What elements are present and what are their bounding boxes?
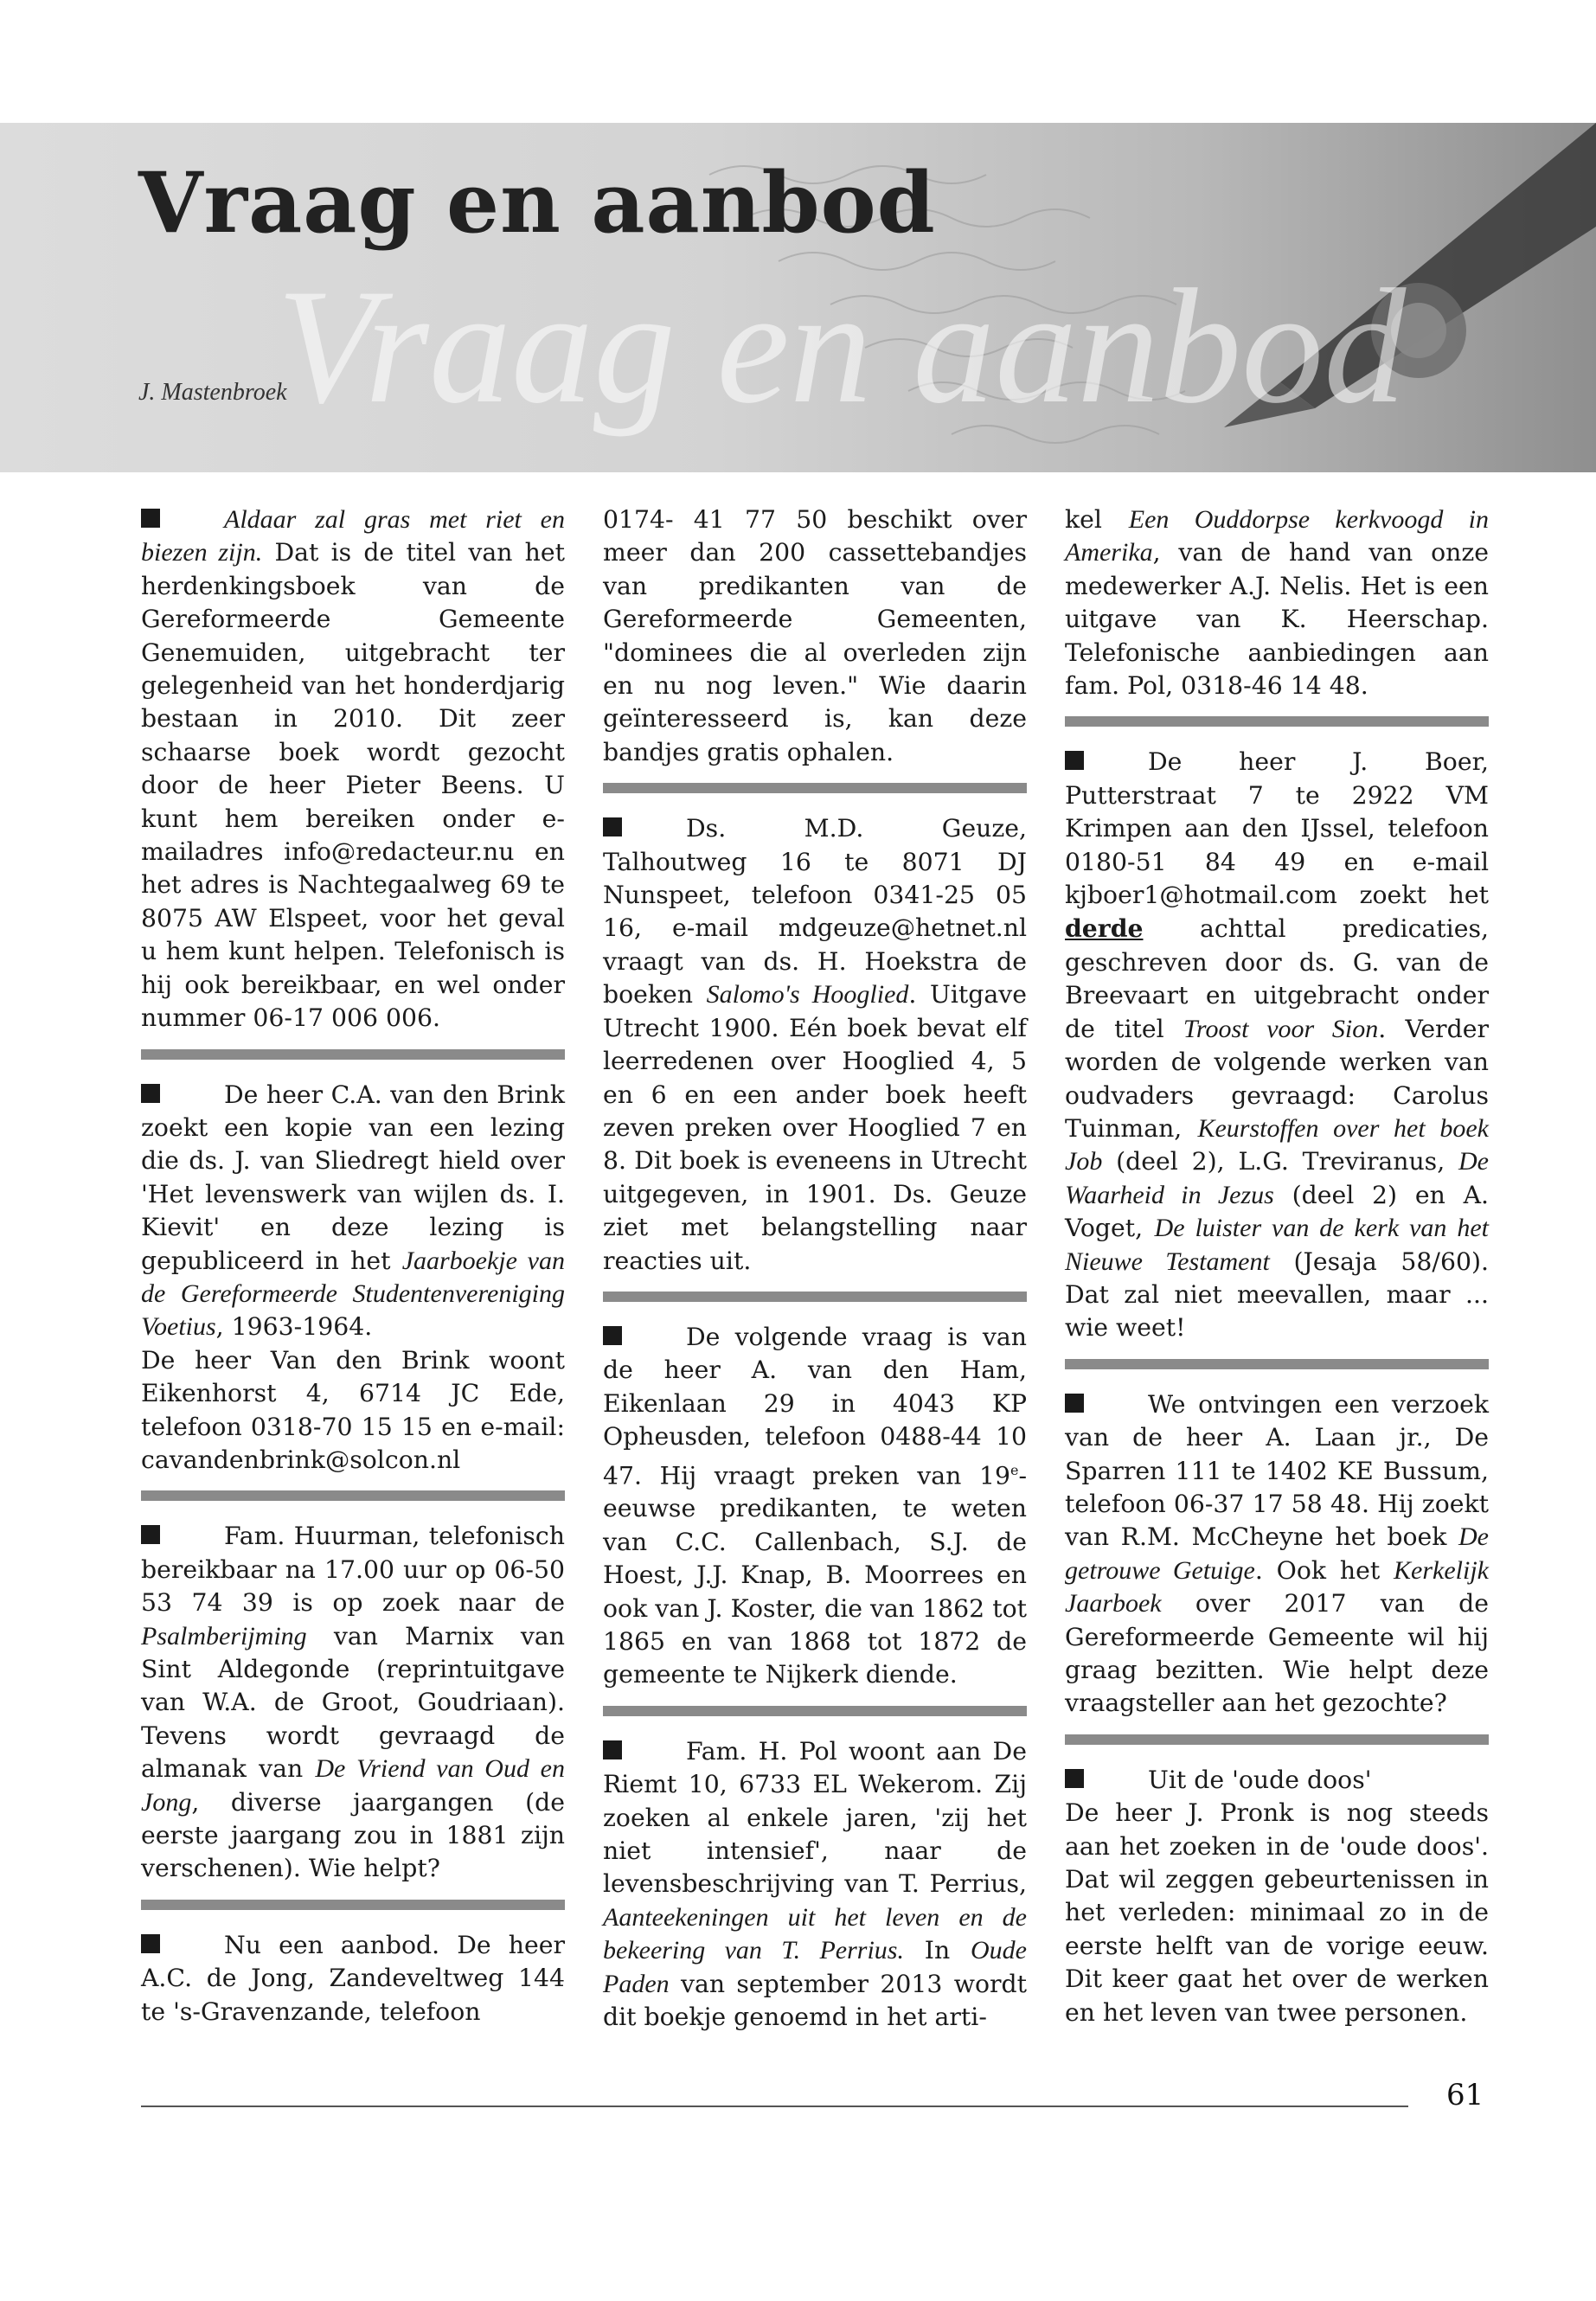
section-divider: [141, 1049, 565, 1060]
square-bullet-icon: [1065, 751, 1084, 770]
square-bullet-icon: [141, 1934, 160, 1953]
square-bullet-icon: [1065, 1769, 1084, 1788]
square-bullet-icon: [141, 1084, 160, 1103]
square-bullet-icon: [141, 509, 160, 528]
square-bullet-icon: [603, 817, 622, 836]
notice-de-jong-continued: 0174- 41 77 50 beschikt over meer dan 200 cassettebandjes van predikanten van de Gereformeerde Gemeenten, "dominees die al overleden zijn en nu nog leven." Wie daarin geïnteresseerd is, kan deze bandjes gratis ophalen.: [603, 505, 1027, 766]
square-bullet-icon: [1065, 1394, 1084, 1413]
notice-gras-met-riet: Aldaar zal gras met riet en biezen zijn. Dat is de titel van het herdenkingsboek van de Gereformeerde Gemeente Genemuiden, uitgebracht ter gelegenheid van het honderdjarig bestaan in 2010. Dit zeer schaarse boek wordt gezocht door de heer Pieter Beens. U kunt hem bereiken onder e-mailadres info@redacteur.nu en het adres is Nachtegaalweg 69 te 8075 AW Elspeet, voor het geval u hem kunt helpen. Telefonisch is hij ook bereikbaar, en wel onder nummer 06-17 006 006.: [141, 505, 565, 1033]
square-bullet-icon: [141, 1525, 160, 1544]
column-2: [603, 503, 1027, 2034]
notice-laan: We ontvingen een verzoek van de heer A. Laan jr., De Sparren 111 te 1402 KE Bussum, telefoon 06-37 17 58 48. Hij zoekt van R.M. McCheyne het boek De getrouwe Getuige. Ook het Kerkelijk Jaarboek over 2017 van de Gereformeerde Gemeente wil hij graag bezitten. Wie helpt deze vraagsteller aan het gezochte?: [1065, 1389, 1489, 1718]
square-bullet-icon: [603, 1740, 622, 1759]
section-divider: [141, 1900, 565, 1910]
section-divider: [1065, 716, 1489, 727]
section-divider: [603, 1292, 1027, 1302]
page-number: 61: [1446, 2078, 1484, 2112]
footer-rule: [141, 2106, 1408, 2107]
notice-pol-continued: kel Een Ouddorpse kerkvoogd in Amerika, van de hand van onze medewerker A.J. Nelis. Het is een uitgave van K. Heerschap. Telefonische aanbiedingen aan fam. Pol, 0318-46 14 48.: [1065, 505, 1489, 701]
notice-van-den-ham: De volgende vraag is van de heer A. van den Ham, Eikenlaan 29 in 4043 KP Opheusden, telefoon 0488-44 10 47. Hij vraagt preken van 19e-eeuwse predikanten, te weten van C.C. Callenbach, S.J. de Hoest, J.J. Knap, B. Moorrees en ook van J. Koster, die van 1862 tot 1865 en van 1868 tot 1872 de gemeente te Nijkerk diende.: [603, 1322, 1027, 1689]
author-byline: J. Mastenbroek: [138, 379, 287, 406]
column-1: [141, 503, 565, 2029]
section-divider: [1065, 1359, 1489, 1369]
section-divider: [603, 783, 1027, 793]
page-title: Vraag en aanbod: [138, 154, 936, 252]
section-divider: [1065, 1734, 1489, 1745]
notice-boer: De heer J. Boer, Putterstraat 7 te 2922 VM Krimpen aan den IJssel, telefoon 0180-51 84 49 en e-mail kjboer1@hotmail.com zoekt het derde achttal predicaties, geschreven door ds. G. van de Breevaart en uitgebracht onder de titel Troost voor Sion. Verder worden de volgende werken van oudvaders gevraagd: Carolus Tuinman, Keurstoffen over het boek Job (deel 2), L.G. Treviranus, De Waarheid in Jezus (deel 2) en A. Voget, De luister van de kerk van het Nieuwe Testament (Jesaja 58/60). Dat zal niet meevallen, maar ... wie weet!: [1065, 747, 1489, 1343]
section-divider: [603, 1706, 1027, 1716]
section-divider: [141, 1490, 565, 1501]
notice-oude-doos: Uit de 'oude doos' De heer J. Pronk is nog steeds aan het zoeken in de 'oude doos'. Dat wil zeggen gebeurtenissen in het verleden: minimaal zo in de eerste helft van de vorige eeuw. Dit keer gaat het over de werken en het leven van twee personen.: [1065, 1765, 1489, 2027]
square-bullet-icon: [603, 1326, 622, 1345]
notice-pol: Fam. H. Pol woont aan De Riemt 10, 6733 EL Wekerom. Zij zoeken al enkele jaren, 'zij het niet intensief', naar de levensbeschrijving van T. Perrius, Aanteekeningen uit het leven en de bekeering van T. Perrius. In Oude Paden van september 2013 wordt dit boekje genoemd in het arti-: [603, 1736, 1027, 2032]
notice-huurman: Fam. Huurman, telefonisch bereikbaar na 17.00 uur op 06-50 53 74 39 is op zoek naar de Psalmberijming van Marnix van Sint Aldegonde (reprintuitgave van W.A. de Groot, Goudriaan). Tevens wordt gevraagd de almanak van De Vriend van Oud en Jong, diverse jaargangen (de eerste jaargang zou in 1881 zijn verschenen). Wie helpt?: [141, 1522, 565, 1883]
column-3: [1065, 503, 1489, 2029]
watermark-script-title: Vraag en aanbod: [277, 256, 1407, 438]
notice-de-jong: Nu een aanbod. De heer A.C. de Jong, Zandeveltweg 144 te 's-Gravenzande, telefoon: [141, 1930, 565, 2026]
notice-geuze: Ds. M.D. Geuze, Talhoutweg 16 te 8071 DJ Nunspeet, telefoon 0341-25 05 16, e-mail mdgeuze@hetnet.nl vraagt van ds. H. Hoekstra de boeken Salomo's Hooglied. Uitgave Utrecht 1900. Eén boek bevat elf leerredenen over Hooglied 4, 5 en 6 en een ander boek heeft zeven preken over Hooglied 7 en 8. Dit boek is eveneens in Utrecht uitgegeven, in 1901. Ds. Geuze ziet met belangstelling naar reacties uit.: [603, 814, 1027, 1275]
notice-van-den-brink: De heer C.A. van den Brink zoekt een kopie van een lezing die ds. J. van Sliedregt hield over 'Het levenswerk van wijlen ds. I. Kievit' en deze lezing is gepubliceerd in het Jaarboekje van de Gereformeerde Studentenvereniging Voetius, 1963-1964. De heer Van den Brink woont Eikenhorst 4, 6714 JC Ede, telefoon 0318-70 15 15 en e-mail: cavandenbrink@solcon.nl: [141, 1080, 566, 1474]
